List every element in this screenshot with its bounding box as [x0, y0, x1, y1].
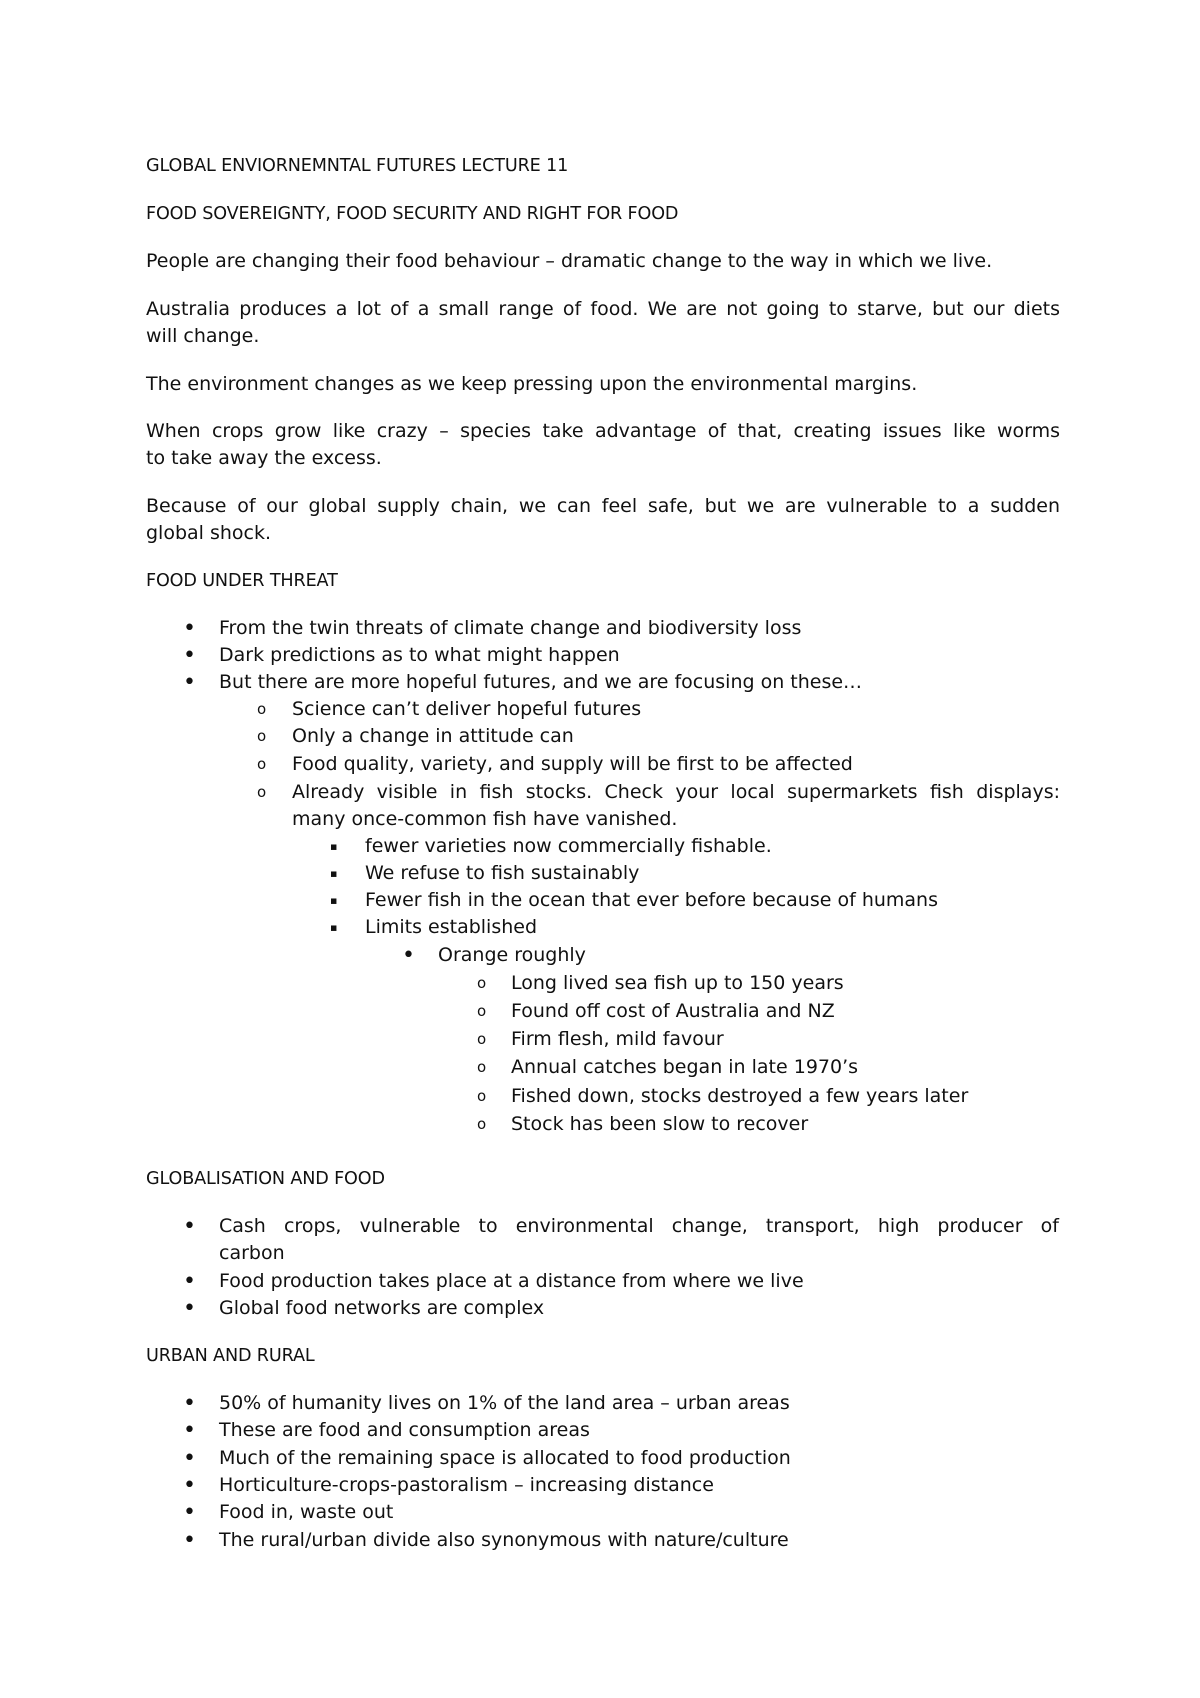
- list-item: Food quality, variety, and supply will be first to be affected: [292, 753, 853, 775]
- section-heading-threat: FOOD UNDER THREAT: [146, 571, 338, 591]
- list-item: Food in, waste out: [219, 1501, 394, 1523]
- circle-bullet-icon: o: [477, 1058, 487, 1076]
- paragraph: When crops grow like crazy – species take advantage of that, creating issues like worms: [146, 420, 1060, 442]
- bullet-icon: •: [183, 1269, 196, 1294]
- bullet-icon: •: [183, 1418, 196, 1443]
- circle-bullet-icon: o: [477, 974, 487, 992]
- list-item: Global food networks are complex: [219, 1297, 545, 1319]
- bullet-icon: •: [183, 643, 196, 668]
- circle-bullet-icon: o: [477, 1087, 487, 1105]
- square-bullet-icon: ▪: [330, 921, 338, 934]
- square-bullet-icon: ▪: [330, 894, 338, 907]
- section-heading-sovereignty: FOOD SOVEREIGNTY, FOOD SECURITY AND RIGHT FOR FOOD: [146, 204, 679, 224]
- list-item: fewer varieties now commercially fishable.: [365, 835, 772, 857]
- list-item: Fished down, stocks destroyed a few years later: [511, 1085, 969, 1107]
- circle-bullet-icon: o: [477, 1002, 487, 1020]
- list-item: Horticulture-crops-pastoralism – increasing distance: [219, 1474, 714, 1496]
- list-item: Science can’t deliver hopeful futures: [292, 698, 642, 720]
- circle-bullet-icon: o: [257, 783, 267, 801]
- list-item: Cash crops, vulnerable to environmental change, transport, high producer of: [219, 1215, 1059, 1237]
- list-item: many once-common fish have vanished.: [292, 808, 678, 830]
- list-item: carbon: [219, 1242, 285, 1264]
- list-item: Long lived sea fish up to 150 years: [511, 972, 844, 994]
- section-heading-urban: URBAN AND RURAL: [146, 1346, 315, 1366]
- list-item: We refuse to fish sustainably: [365, 862, 640, 884]
- bullet-icon: •: [183, 1500, 196, 1525]
- list-item: But there are more hopeful futures, and we are focusing on these…: [219, 671, 863, 693]
- circle-bullet-icon: o: [477, 1030, 487, 1048]
- paragraph: People are changing their food behaviour – dramatic change to the way in which we live.: [146, 250, 993, 272]
- page-title: GLOBAL ENVIORNEMNTAL FUTURES LECTURE 11: [146, 156, 569, 176]
- bullet-icon: •: [402, 943, 415, 968]
- circle-bullet-icon: o: [477, 1115, 487, 1133]
- list-item: Firm flesh, mild favour: [511, 1028, 724, 1050]
- bullet-icon: •: [183, 1214, 196, 1239]
- bullet-icon: •: [183, 1473, 196, 1498]
- list-item: Found off cost of Australia and NZ: [511, 1000, 835, 1022]
- list-item: Much of the remaining space is allocated to food production: [219, 1447, 791, 1469]
- list-item: Annual catches began in late 1970’s: [511, 1056, 859, 1078]
- list-item: Already visible in fish stocks. Check your local supermarkets fish displays:: [292, 781, 1060, 803]
- list-item: From the twin threats of climate change and biodiversity loss: [219, 617, 802, 639]
- list-item: Only a change in attitude can: [292, 725, 574, 747]
- circle-bullet-icon: o: [257, 755, 267, 773]
- paragraph: The environment changes as we keep pressing upon the environmental margins.: [146, 373, 918, 395]
- bullet-icon: •: [183, 1296, 196, 1321]
- list-item: Limits established: [365, 916, 538, 938]
- section-heading-globalisation: GLOBALISATION AND FOOD: [146, 1169, 385, 1189]
- paragraph: Because of our global supply chain, we can feel safe, but we are vulnerable to a sudden: [146, 495, 1060, 517]
- circle-bullet-icon: o: [257, 700, 267, 718]
- square-bullet-icon: ▪: [330, 867, 338, 880]
- list-item: 50% of humanity lives on 1% of the land area – urban areas: [219, 1392, 790, 1414]
- paragraph: to take away the excess.: [146, 447, 382, 469]
- bullet-icon: •: [183, 616, 196, 641]
- list-item: Orange roughly: [438, 944, 586, 966]
- bullet-icon: •: [183, 1528, 196, 1553]
- paragraph: will change.: [146, 325, 260, 347]
- paragraph: Australia produces a lot of a small range of food. We are not going to starve, but our diets: [146, 298, 1060, 320]
- list-item: Food production takes place at a distance from where we live: [219, 1270, 804, 1292]
- list-item: These are food and consumption areas: [219, 1419, 590, 1441]
- circle-bullet-icon: o: [257, 727, 267, 745]
- list-item: The rural/urban divide also synonymous with nature/culture: [219, 1529, 789, 1551]
- square-bullet-icon: ▪: [330, 840, 338, 853]
- list-item: Dark predictions as to what might happen: [219, 644, 620, 666]
- bullet-icon: •: [183, 670, 196, 695]
- bullet-icon: •: [183, 1446, 196, 1471]
- list-item: Fewer fish in the ocean that ever before because of humans: [365, 889, 938, 911]
- bullet-icon: •: [183, 1391, 196, 1416]
- paragraph: global shock.: [146, 522, 272, 544]
- list-item: Stock has been slow to recover: [511, 1113, 809, 1135]
